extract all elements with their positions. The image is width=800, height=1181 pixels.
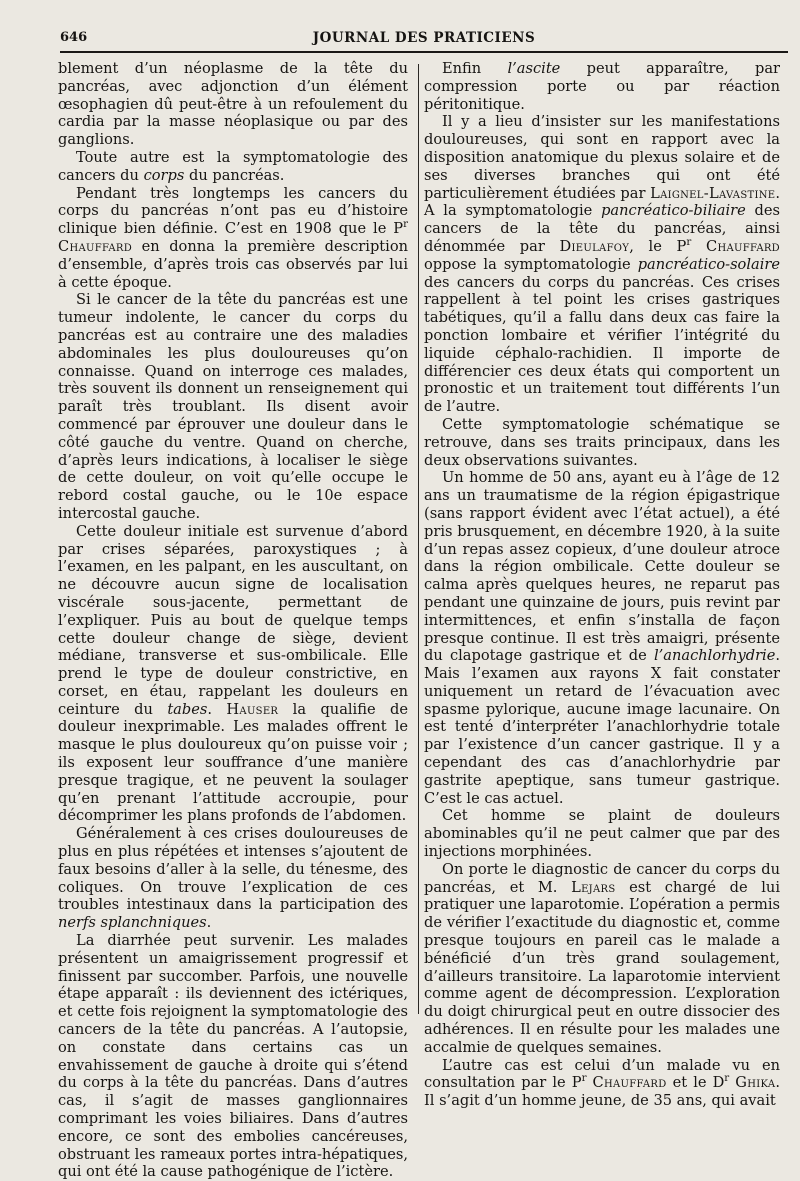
right-column [424, 60, 781, 1110]
header-rule [60, 51, 788, 53]
paragraph: Cet homme se plaint de douleurs abominables qu’il ne peut calmer que par des injections morphinées. [424, 807, 780, 861]
column-divider [418, 64, 419, 1014]
paragraph: blement d’un néoplasme de la tête du pancréas, avec adjonction d’un élément œsophagien dû peut-être à un refoulement du cardia par la masse néoplasique ou par des ganglions. [58, 60, 408, 149]
paragraph: Un homme de 50 ans, ayant eu à l’âge de 12 ans un traumatisme de la région épigastrique (sans rapport évident avec l’état actuel), a été pris brusquement, en décembre 1920, à la suite d’un repas assez copieux, d’une douleur atroce dans la région ombilicale. Cette douleur se calma après quelques heures, ne reparut pas pendant une quinzaine de jours, puis revint par intermittences, et enfin s’installa de façon presque continue. Il est très amaigri, présente du clapotage gastrique et de l’anachlorhydrie. Mais l’examen aux rayons X fait constater uniquement un retard de l’évacuation avec spasme pylorique, aucune image lacunaire. On est tenté d’interpréter l’anachlorhydrie totale par l’existence d’un cancer gastrique. Il y a cependant des cas d’anachlorhydrie par gastrite apeptique, sans tumeur gastrique. C’est le cas actuel. [424, 469, 780, 807]
paragraph: Il y a lieu d’insister sur les manifestations douloureuses, qui sont en rapport avec la disposition anatomique du plexus solaire et de ses diverses branches qui ont été particulièrement étudiées par Laignel-Lavastine. A la symptomatologie pancréatico-biliaire des cancers de la tête du pancréas, ainsi dénommée par Dieulafoy, le $P^r$ Chauffard oppose la symptomatologie pancréatico-solaire des cancers du corps du pancréas. Ces crises rappellent à tel point les crises gastriques tabétiques, qu’il a fallu dans deux cas faire la ponction lombaire et vérifier l’intégrité du liquide céphalo-rachidien. Il importe de différencier ces deux états qui comportent un pronostic et un traitement tout différents l’un de l’autre. [424, 113, 781, 416]
paragraph: Enfin l’ascite peut apparaître, par compression porte ou par réaction péritonitique. [424, 60, 780, 113]
journal-title: JOURNAL DES PRATICIENS [312, 30, 536, 46]
paragraph: Pendant très longtemps les cancers du corps du pancréas n’ont pas eu d’histoire clinique bien définie. C’est en 1908 que le $P^r$ Chauffard en donna la première description d’ensemble, d’après trois cas observés par lui à cette époque. [58, 184, 408, 291]
paragraph: L’autre cas est celui d’un malade vu en consultation par le $P^r$ Chauffard et le $D^r$ Ghika. Il s’agit d’un homme jeune, de 35 ans, qui avait [424, 1056, 780, 1110]
page-number: 646 [60, 30, 88, 45]
paragraph: Si le cancer de la tête du pancréas est une tumeur indolente, le cancer du corps du pancréas est au contraire une des maladies abdominales les plus douloureuses qu’on connaisse. Quand on interroge ces malades, très souvent ils donnent un renseignement qui paraît très troublant. Ils disent avoir commencé par éprouver une douleur dans le côté gauche du ventre. Quand on cherche, d’après leurs indications, à localiser le siège de cette douleur, on voit qu’elle occupe le rebord costal gauche, ou le 10e espace intercostal gauche. [58, 291, 408, 522]
paragraph: Cette symptomatologie schématique se retrouve, dans ses traits principaux, dans les deux observations suivantes. [424, 415, 780, 469]
paragraph: Toute autre est la symptomatologie des cancers du corps du pancréas. [58, 148, 408, 184]
paragraph: La diarrhée peut survenir. Les malades présentent un amaigrissement progressif et finissent par succomber. Parfois, une nouvelle étape apparaît : ils deviennent des ictériques, et cette fois rejoignent la symptomatologie des cancers de la tête du pancréas. A l’autopsie, on constate dans certains cas un envahissement de gauche à droite qui s’étend du corps à la tête du pancréas. Dans d’autres cas, il s’agit de masses ganglionnaires comprimant les voies biliaires. Dans d’autres encore, ce sont des embolies cancéreuses, obstruant les rameaux portes intra-hépatiques, qui ont été la cause pathogénique de l’ictère. [58, 932, 408, 1181]
left-column [58, 60, 408, 1181]
paragraph: Généralement à ces crises douloureuses de plus en plus répétées et intenses s’ajoutent de faux besoins d’aller à la selle, du ténesme, des coliques. On trouve l’explication de ces troubles intestinaux dans la participation des nerfs splanchniques. [58, 825, 408, 932]
page-header [60, 28, 788, 50]
paragraph: Cette douleur initiale est survenue d’abord par crises séparées, paroxystiques ; à l’examen, en les palpant, en les auscultant, on ne découvre aucun signe de localisation viscérale sous-jacente, permettant de l’expliquer. Puis au bout de quelque temps cette douleur change de siège, devient médiane, transverse et sus-ombilicale. Elle prend le type de douleur constrictive, en corset, en étau, rappelant les douleurs en ceinture du tabes. Hauser la qualifie de douleur inexprimable. Les malades offrent le masque le plus douloureux qu’on puisse voir ; ils exposent leur souffrance d’une manière presque tragique, et ne peuvent la soulager qu’en prenant l’attitude accroupie, pour décomprimer les plans profonds de l’abdomen. [58, 522, 408, 825]
paragraph: On porte le diagnostic de cancer du corps du pancréas, et M. Lejars est chargé de lui pratiquer une laparotomie. L’opération a permis de vérifier l’exactitude du diagnostic et, comme presque toujours en pareil cas le malade a bénéficié d’un très grand soulagement, d’ailleurs transitoire. La laparotomie intervient comme agent de décompression. L’exploration du doigt chirurgical peut en outre dissocier des adhérences. Il en résulte pour les malades une accalmie de quelques semaines. [424, 860, 780, 1056]
